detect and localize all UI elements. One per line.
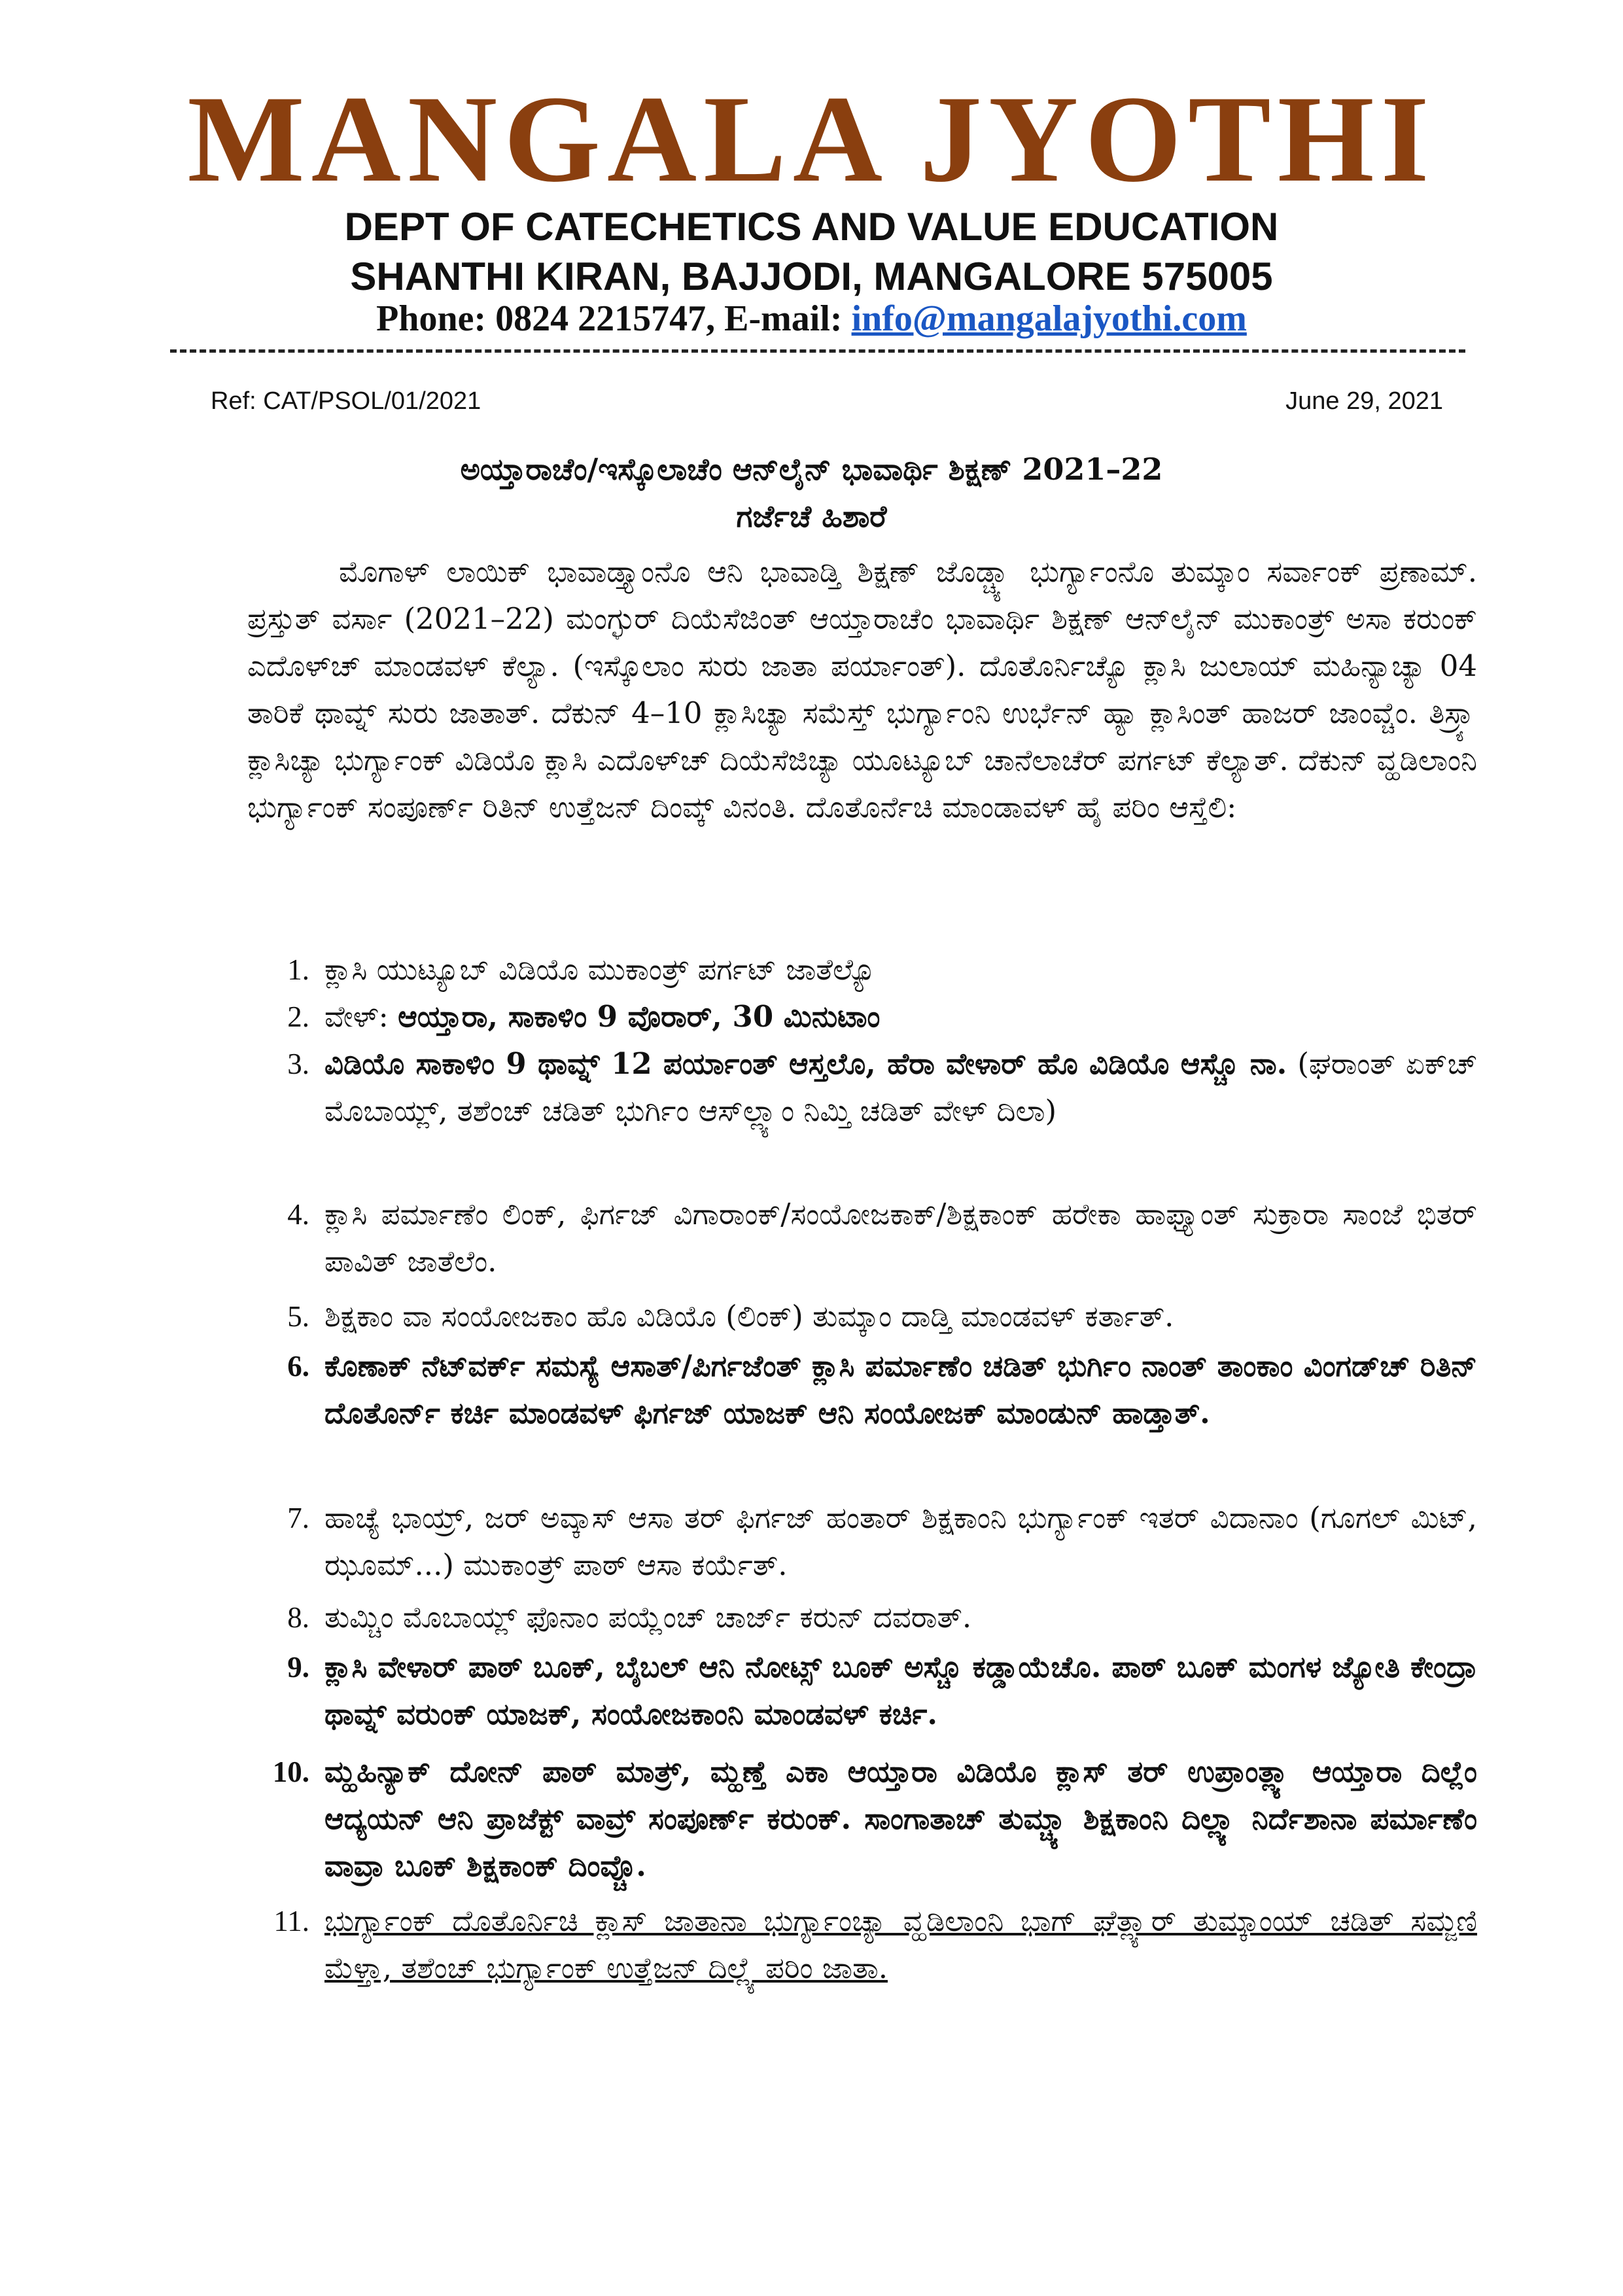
intro-paragraph xyxy=(247,548,1477,831)
phone-label: Phone: 0824 2215747, E-mail: xyxy=(376,298,852,339)
item-number: 3. xyxy=(287,1048,309,1080)
list-item-7 xyxy=(247,1494,1477,1589)
item-text: ಕೊಣಾಕ್ ನೆಟ್‌ವರ್ಕ್ ಸಮಸ್ಯೆ ಆಸಾತ್/ಪಿರ್ಗಜೆಂತ್ ಕ್ಲಾಸಿ ಪರ್ಮಾಣೆಂ ಚಡಿತ್ ಭುರ್ಗಿಂ ನಾಂತ್ ತಾಂಕಾಂ ವಿಂಗಡ್‌ಚ್ ರಿತಿನ್ ದೊತೊರ್ನ್ ಕರ್ಚಿ ಮಾಂಡವಳ್ ಫಿರ್ಗಜ್ ಯಾಜಕ್ ಆನಿ ಸಂಯೋಜಕ್ ಮಾಂಡುನ್ ಹಾಡ್ತಾತ್. xyxy=(324,1349,1477,1430)
contact-line xyxy=(0,298,1623,340)
list-item-3 xyxy=(247,1040,1477,1182)
list-item-4 xyxy=(247,1191,1477,1285)
list-item-8 xyxy=(247,1594,1477,1641)
item-number: 5. xyxy=(287,1300,309,1333)
list-item-10 xyxy=(247,1748,1477,1890)
item-text-label: ವೇಳ್: xyxy=(324,999,398,1034)
intro-text: ಮೊಗಾಳ್ ಲಾಯಿಕ್ ಭಾವಾಡ್ತ್ಯಾಂನೊ ಆನಿ ಭಾವಾಡ್ತಿ ಶಿಕ್ಷಣ್ ಜೊಡ್ಚ್ಯಾ ಭುರ್ಗ್ಯಾಂನೊ ತುಮ್ಕಾಂ ಸರ್ವಾಂಕ್ ಪ್ರಣಾಮ್. ಪ್ರಸ್ತುತ್ ವರ್ಸಾ (2021–22) ಮಂಗ್ಳುರ್ ದಿಯೆಸೆಜಿಂತ್ ಆಯ್ತಾರಾಚೆಂ ಭಾವಾರ್ಥಿ ಶಿಕ್ಷಣ್ ಆನ್‌ಲೈನ್ ಮುಕಾಂತ್ರ್ ಅಸಾ ಕರುಂಕ್ ಎದೊಳ್‌ಚ್ ಮಾಂಡವಳ್ ಕೆಲ್ಯಾ. (ಇಸ್ಕೊಲಾಂ ಸುರು ಜಾತಾ ಪರ್ಯಾಂತ್). ದೊತೊರ್ನಿಚ್ಯೊ ಕ್ಲಾಸಿ ಜುಲಾಯ್ ಮಹಿನ್ಯಾಚ್ಯಾ 04 ತಾರಿಕೆ ಥಾವ್ನ್ ಸುರು ಜಾತಾತ್. ದೆಕುನ್ 4–10 ಕ್ಲಾಸಿಚ್ಯಾ ಸಮೆಸ್ತ್ ಭುರ್ಗ್ಯಾಂನಿ ಉರ್ಭೆನ್ ಹ್ಯಾ ಕ್ಲಾಸಿಂತ್ ಹಾಜರ್ ಜಾಂವ್ಚೆಂ. ತಿಸ್ರ್ಯಾ ಕ್ಲಾಸಿಚ್ಯಾ ಭುರ್ಗ್ಯಾಂಕ್ ವಿಡಿಯೊ ಕ್ಲಾಸಿ ಎದೊಳ್‌ಚ್ ದಿಯೆಸೆಜಿಚ್ಯಾ ಯೂಟ್ಯೂಬ್ ಚಾನೆಲಾಚೆರ್ ಪರ್ಗಟ್ ಕೆಲ್ಯಾತ್. ದೆಕುನ್ ವ್ಹಡಿಲಾಂನಿ ಭುರ್ಗ್ಯಾಂಕ್ ಸಂಪೂರ್ಣ್ ರಿತಿನ್ ಉತ್ತೆಜನ್ ದಿಂವ್ಕ್ ವಿನಂತಿ. ದೊತೊರ್ನೆಚಿ ಮಾಂಡಾವಳ್ ಹೈ ಪರಿಂ ಆಸ್ತೆಲಿ: xyxy=(247,554,1477,824)
list-item-11 xyxy=(247,1898,1477,1992)
list-item-6 xyxy=(247,1343,1477,1484)
item-text: ಭುರ್ಗ್ಯಾಂಕ್ ದೊತೊರ್ನಿಚಿ ಕ್ಲಾಸ್ ಜಾತಾನಾ ಭುರ್ಗ್ಯಾಂಚ್ಯಾ ವ್ಹಡಿಲಾಂನಿ ಭಾಗ್ ಘೆತ್ಲ್ಯಾರ್ ತುಮ್ಕಾಂಯ್ ಚಡಿತ್ ಸಮ್ಜಣಿ ಮೆಳ್ತಾ, ತಶೆಂಚ್ ಭುರ್ಗ್ಯಾಂಕ್ ಉತ್ತೆಜನ್ ದಿಲ್ಲ್ಯೆ ಪರಿಂ ಜಾತಾ. xyxy=(324,1903,1477,1985)
item-text: ಕ್ಲಾಸಿ ವೇಳಾರ್ ಪಾಠ್ ಬೂಕ್, ಬೈಬಲ್ ಆನಿ ನೋಟ್ಸ್ ಬೂಕ್ ಅಸ್ಚೊ ಕಡ್ಡಾಯೆಚೊ. ಪಾಠ್ ಬೂಕ್ ಮಂಗಳ ಜ್ಯೋತಿ ಕೇಂದ್ರಾ ಥಾವ್ನ್ ವರುಂಕ್ ಯಾಜಕ್, ಸಂಯೋಜಕಾಂನಿ ಮಾಂಡವಳ್ ಕರ್ಚಿ. xyxy=(324,1650,1477,1731)
item-number: 11. xyxy=(273,1905,309,1937)
dept-name: DEPT OF CATECHETICS AND VALUE EDUCATION xyxy=(344,205,1279,249)
item-number: 1. xyxy=(287,953,309,986)
item-text-bold: ಆಯ್ತಾರಾ, ಸಾಕಾಳಿಂ 9 ವೊರಾರ್, 30 ಮಿನುಟಾಂ xyxy=(398,999,881,1034)
list-item-5 xyxy=(247,1293,1477,1340)
item-number: 10. xyxy=(272,1756,309,1788)
item-text: ಹಾಚ್ಯೆ ಭಾಯ್ರ್, ಜರ್ ಅವ್ಕಾಸ್ ಆಸಾ ತರ್ ಫಿರ್ಗಜ್ ಹಂತಾರ್ ಶಿಕ್ಷಕಾಂನಿ ಭುರ್ಗ್ಯಾಂಕ್ ಇತರ್ ವಿದಾನಾಂ (ಗೂಗಲ್ ಮಿಟ್, ಝೂಮ್...) ಮುಕಾಂತ್ರ್ ಪಾಠ್ ಆಸಾ ಕರ್ಯೆತ್. xyxy=(324,1500,1477,1582)
list-item-9 xyxy=(247,1644,1477,1738)
page-subtitle: ಗರ್ಜೆಚೆ ಹಿಶಾರೆ xyxy=(736,499,887,534)
item-number: 2. xyxy=(287,1000,309,1033)
item-number: 7. xyxy=(287,1502,309,1534)
item-number: 9. xyxy=(287,1651,309,1684)
page-title: ಅಯ್ತಾರಾಚೆಂ/ಇಸ್ಕೊಲಾಚೆಂ ಆನ್‌ಲೈನ್ ಭಾವಾರ್ಥಿ ಶಿಕ್ಷಣ್ 2021–22 xyxy=(460,451,1163,487)
item-text: ಶಿಕ್ಷಕಾಂ ವಾ ಸಂಯೋಜಕಾಂ ಹೊ ವಿಡಿಯೊ (ಲಿಂಕ್) ತುಮ್ಕಾಂ ದಾಡ್ತಿ ಮಾಂಡವಳ್ ಕರ್ತಾತ್. xyxy=(324,1299,1174,1333)
list-item-1 xyxy=(247,946,1477,993)
item-text-note: (ಘರಾಂತ್ ಏಕ್‌ಚ್ ಮೊಬಾಯ್ಲ್, ತಶೆಂಚ್ ಚಡಿತ್ ಭುರ್ಗಿಂ ಆಸ್‌ಲ್ಲ್ಯಾಂ ನಿಮ್ತಿ ಚಡಿತ್ ವೇಳ್ ದಿಲಾ) xyxy=(324,1046,1477,1128)
item-number: 4. xyxy=(287,1198,309,1231)
logo-mangala-jyothi: MANGALA JYOTHI xyxy=(187,71,1436,208)
item-number: 6. xyxy=(287,1350,309,1383)
item-text-bold: ವಿಡಿಯೊ ಸಾಕಾಳಿಂ 9 ಥಾವ್ನ್ 12 ಪರ್ಯಾಂತ್ ಆಸ್ತಲೊ, ಹೆರಾ ವೇಳಾರ್ ಹೊ ವಿಡಿಯೊ ಆಸ್ಚೊ ನಾ. xyxy=(324,1046,1287,1081)
address: SHANTHI KIRAN, BAJJODI, MANGALORE 575005 xyxy=(350,255,1273,298)
item-number: 8. xyxy=(287,1601,309,1634)
item-text: ಕ್ಲಾಸಿ ಪರ್ಮಾಣೆಂ ಲಿಂಕ್, ಫಿರ್ಗಜ್ ವಿಗಾರಾಂಕ್/ಸಂಯೋಜಕಾಕ್/ಶಿಕ್ಷಕಾಂಕ್ ಹರೇಕಾ ಹಾಫ್ತ್ಯಾಂತ್ ಸುಕ್ರಾರಾ ಸಾಂಜೆ ಭಿತರ್ ಪಾವಿತ್ ಜಾತೆಲೆಂ. xyxy=(324,1197,1477,1279)
divider xyxy=(170,349,1465,353)
item-text: ಮ್ಹಹಿನ್ಯಾಕ್ ದೋನ್ ಪಾಠ್ ಮಾತ್ರ್, ಮ್ಹಣ್ತೆ ಎಕಾ ಆಯ್ತಾರಾ ವಿಡಿಯೊ ಕ್ಲಾಸ್ ತರ್ ಉಪ್ರಾಂತ್ಲ್ಯಾ ಆಯ್ತಾರಾ ದಿಲ್ಲೆಂ ಆದ್ಯಯನ್ ಆನಿ ಪ್ರಾಜೆಕ್ಟ್ ವಾವ್ರ್ ಸಂಪೂರ್ಣ್ ಕರುಂಕ್. ಸಾಂಗಾತಾಚ್ ತುಮ್ಚ್ಯಾ ಶಿಕ್ಷಕಾಂನಿ ದಿಲ್ಲ್ಯಾ ನಿರ್ದೆಶಾನಾ ಪರ್ಮಾಣೆಂ ವಾವ್ರಾ ಬೂಕ್ ಶಿಕ್ಷಕಾಂಕ್ ದಿಂವ್ಚೊ. xyxy=(324,1754,1477,1883)
item-text: ಕ್ಲಾಸಿ ಯುಟ್ಯೂಬ್ ವಿಡಿಯೊ ಮುಕಾಂತ್ರ್ ಪರ್ಗಟ್ ಜಾತೆಲ್ಯೊ xyxy=(324,952,876,987)
email-link[interactable]: info@mangalajyothi.com xyxy=(851,298,1247,339)
reference-number: Ref: CAT/PSOL/01/2021 xyxy=(211,387,481,415)
letter-date: June 29, 2021 xyxy=(1285,387,1443,415)
item-text xyxy=(324,993,1477,1040)
list-item-2 xyxy=(247,993,1477,1040)
item-text xyxy=(324,1040,1477,1135)
item-text: ತುಮ್ಚಿಂ ಮೊಬಾಯ್ಲ್ ಫೊನಾಂ ಪಯ್ಲೆಂಚ್ ಚಾರ್ಜ್ ಕರುನ್ ದವರಾತ್. xyxy=(324,1600,972,1634)
